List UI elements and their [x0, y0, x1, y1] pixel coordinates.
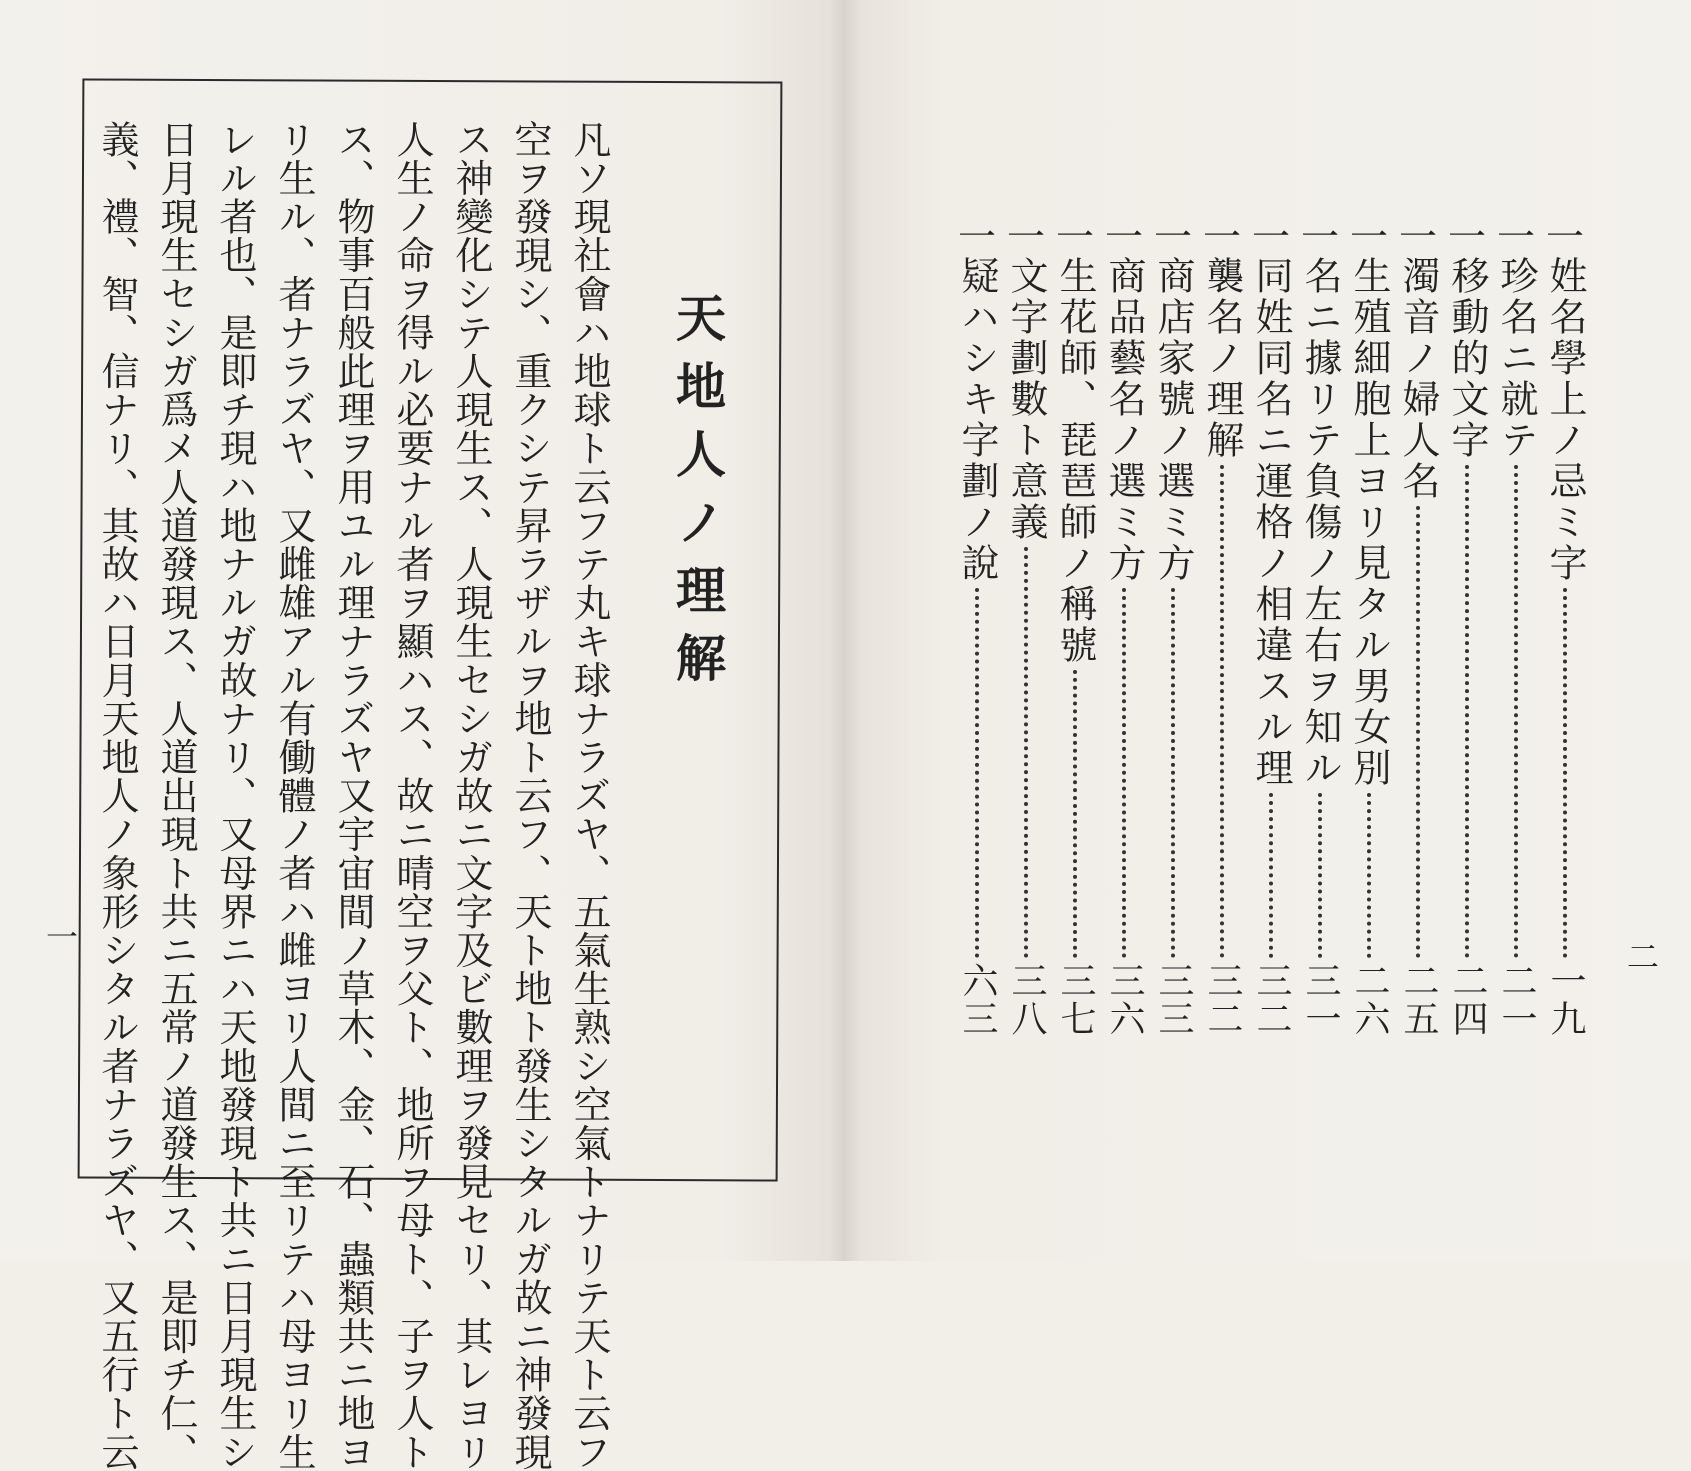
toc-entry	[1004, 215, 1048, 1038]
section-title: 天地人ノ理解	[668, 292, 727, 700]
toc-entry-title: 商店家號ノ選ミ方	[1151, 256, 1195, 584]
toc-entry-page: 二一	[1496, 962, 1537, 1038]
toc-bullet: 一	[957, 215, 996, 259]
toc-entry-page: 三三	[1153, 962, 1194, 1038]
text-column-4: 人生ノ命ヲ得ル必要ナル者ヲ顯ハス、故ニ晴空ヲ父ト、地所ヲ母ト、子ヲ人ト	[390, 120, 434, 1471]
toc-entry-title: 同姓同名ニ運格ノ相違スル理	[1249, 256, 1293, 789]
toc-leader-dots	[1514, 465, 1518, 958]
text-column-5: ス、物事百般此理ヲ用ユル理ナラズヤ又宇宙間ノ草木、金、石、蟲類共ニ地ヨ	[331, 120, 375, 1471]
book-gutter	[828, 0, 862, 1261]
toc-bullet: 一	[1496, 215, 1535, 259]
toc-entry-title: 姓名學上ノ忌ミ字	[1543, 256, 1587, 584]
toc-entry-page: 一九	[1545, 962, 1586, 1038]
toc-entry-page: 三六	[1104, 962, 1145, 1038]
toc-bullet: 一	[1349, 215, 1388, 259]
toc-entry	[1249, 215, 1293, 1038]
toc-bullet: 一	[1251, 215, 1290, 259]
toc-entry	[955, 215, 999, 1038]
toc-leader-dots	[1024, 547, 1028, 958]
toc-leader-dots	[1563, 588, 1567, 958]
toc-leader-dots	[1416, 506, 1420, 958]
toc-entry	[1543, 215, 1587, 1038]
toc-leader-dots	[1171, 588, 1175, 958]
toc-bullet: 一	[1447, 215, 1486, 259]
toc-entry-title: 疑ハシキ字劃ノ說	[955, 256, 999, 584]
toc-entry-title: 移動的文字	[1445, 256, 1489, 461]
toc-leader-dots	[975, 588, 979, 958]
toc-bullet: 一	[1104, 215, 1143, 259]
toc-bullet: 一	[1202, 215, 1241, 259]
toc-leader-dots	[1465, 465, 1469, 958]
text-column-1: 凡ソ現社會ハ地球ト云フテ丸キ球ナラズヤ、五氣生熟シ空氣トナリテ天ト云フ	[567, 120, 611, 1471]
toc-leader-dots	[1073, 670, 1077, 958]
toc-entry	[1347, 215, 1391, 1038]
toc-entry-page: 六三	[957, 962, 998, 1038]
text-column-3: ス神變化シテ人現生ス、人現生セシガ故ニ文字及ビ數理ヲ發見セリ、其レヨリ	[449, 120, 493, 1471]
toc-entry-page: 三一	[1300, 962, 1341, 1038]
toc-entry-title: 生殖細胞上ヨリ見タル男女別	[1347, 256, 1391, 789]
toc-leader-dots	[1220, 465, 1224, 958]
toc-entry	[1298, 215, 1342, 1038]
toc-bullet: 一	[1006, 215, 1045, 259]
toc-bullet: 一	[1300, 215, 1339, 259]
text-column-9: 義、禮、智、信ナリ、其故ハ日月天地人ノ象形シタル者ナラズヤ、又五行ト云	[95, 120, 139, 1471]
toc-leader-dots	[1122, 588, 1126, 958]
toc-bullet: 一	[1545, 215, 1584, 259]
toc-entry-page: 二四	[1447, 962, 1488, 1038]
toc-entry	[1494, 215, 1538, 1038]
toc-entry	[1445, 215, 1489, 1038]
toc-entry-page: 二六	[1349, 962, 1390, 1038]
toc-entry-title: 文字劃數ト意義	[1004, 256, 1048, 543]
page-number-left: 一	[41, 920, 79, 952]
toc-entry-title: 珍名ニ就テ	[1494, 256, 1538, 461]
toc-entry-page: 三八	[1006, 962, 1047, 1038]
text-column-6: リ生ル、者ナラズヤ、又雌雄アル有働體ノ者ハ雌ヨリ人間ニ至リテハ母ヨリ生	[272, 120, 316, 1471]
toc-leader-dots	[1318, 793, 1322, 958]
left-page	[0, 0, 845, 1471]
toc-entry-title: 襲名ノ理解	[1200, 256, 1244, 461]
toc-entry-page: 三七	[1055, 962, 1096, 1038]
toc-leader-dots	[1269, 793, 1273, 958]
toc-entry-page: 三二	[1251, 962, 1292, 1038]
toc-leader-dots	[1367, 793, 1371, 958]
toc-entry-page: 三二	[1202, 962, 1243, 1038]
toc-entry-title: 濁音ノ婦人名	[1396, 256, 1440, 502]
toc-entry	[1151, 215, 1195, 1038]
toc-entry-page: 二五	[1398, 962, 1439, 1038]
toc-entry-title: 商品藝名ノ選ミ方	[1102, 256, 1146, 584]
toc-entry	[1200, 215, 1244, 1038]
toc-entry	[1102, 215, 1146, 1038]
toc-entry-title: 生花師、琵琶師ノ稱號	[1053, 256, 1097, 666]
toc-bullet: 一	[1398, 215, 1437, 259]
text-column-7: レル者也、是即チ現ハ地ナルガ故ナリ、又母界ニハ天地發現ト共ニ日月現生シ	[213, 120, 257, 1471]
toc-entry-title: 名ニ據リテ負傷ノ左右ヲ知ル	[1298, 256, 1342, 789]
toc-entry	[1053, 215, 1097, 1038]
toc-entry	[1396, 215, 1440, 1038]
text-column-8: 日月現生セシガ爲メ人道發現ス、人道出現ト共ニ五常ノ道發生ス、是即チ仁、	[154, 120, 198, 1471]
page-number-right: 二	[1622, 940, 1660, 972]
toc-bullet: 一	[1055, 215, 1094, 259]
text-column-2: 空ヲ發現シ、重クシテ昇ラザルヲ地ト云フ、天ト地ト發生シタルガ故ニ神發現	[508, 120, 552, 1471]
toc-bullet: 一	[1153, 215, 1192, 259]
